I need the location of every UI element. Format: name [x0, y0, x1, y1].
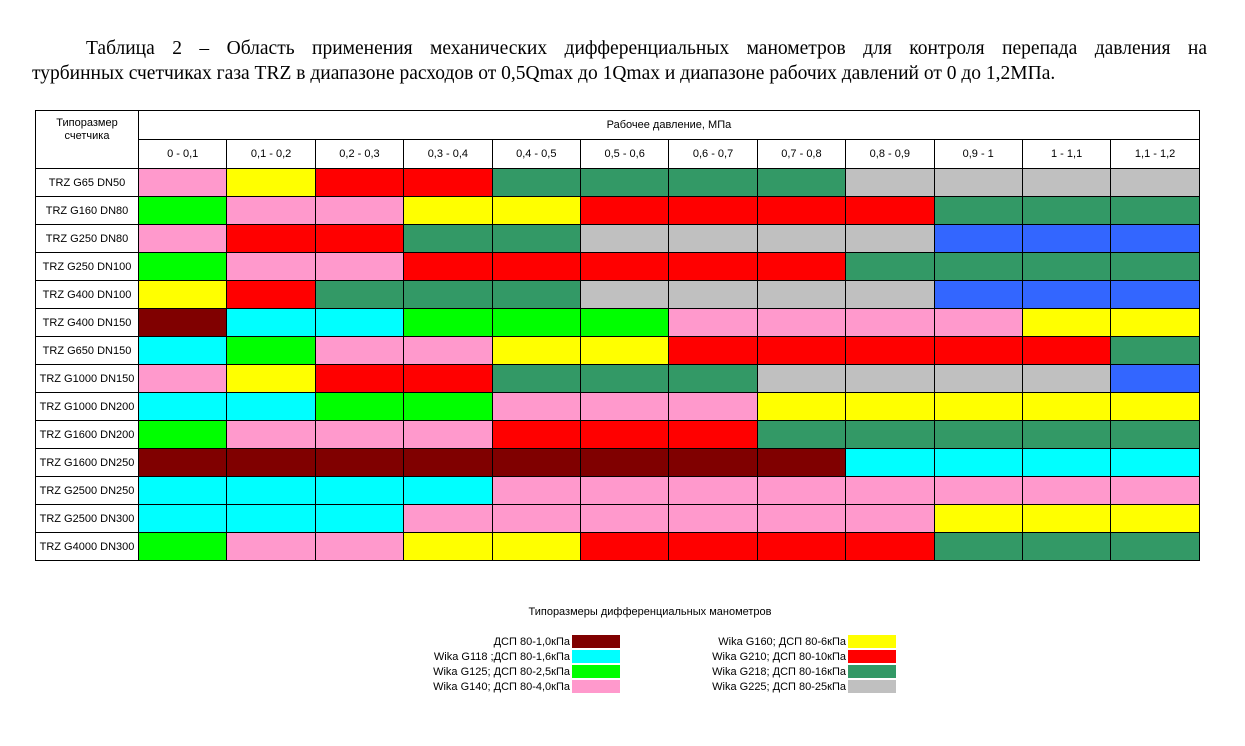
color-cell	[139, 449, 227, 477]
color-cell	[1111, 225, 1200, 253]
color-cell	[227, 449, 315, 477]
color-cell	[1022, 281, 1110, 309]
color-cell	[315, 225, 403, 253]
color-cell	[492, 449, 580, 477]
color-cell	[1111, 449, 1200, 477]
pressure-range-header: 0,4 - 0,5	[492, 140, 580, 169]
color-cell	[757, 281, 845, 309]
color-cell	[580, 365, 668, 393]
pressure-range-header: 1 - 1,1	[1022, 140, 1110, 169]
table-row	[36, 281, 1200, 309]
color-cell	[580, 477, 668, 505]
color-cell	[1022, 393, 1110, 421]
color-cell	[1022, 169, 1110, 197]
color-cell	[227, 281, 315, 309]
table-row	[36, 421, 1200, 449]
color-cell	[404, 253, 492, 281]
color-cell	[1111, 169, 1200, 197]
color-cell	[492, 365, 580, 393]
color-cell	[315, 281, 403, 309]
color-cell	[669, 337, 757, 365]
color-cell	[757, 365, 845, 393]
color-cell	[404, 505, 492, 533]
color-cell	[934, 197, 1022, 225]
meter-size-cell: TRZ G2500 DN250	[36, 477, 139, 505]
color-cell	[934, 169, 1022, 197]
legend-right-column	[600, 634, 896, 694]
color-cell	[934, 421, 1022, 449]
color-cell	[669, 393, 757, 421]
color-cell	[404, 337, 492, 365]
color-cell	[315, 533, 403, 561]
color-cell	[139, 477, 227, 505]
caption-line-2: турбинных счетчиках газа TRZ в диапазоне расходов от 0,5Qmax до 1Qmax и диапазоне рабочих давлений от 0 до 1,2МПа.	[32, 63, 1056, 84]
color-cell	[1022, 309, 1110, 337]
legend-swatch	[848, 665, 896, 678]
color-cell	[227, 477, 315, 505]
color-cell	[846, 169, 934, 197]
color-cell	[580, 421, 668, 449]
working-pressure-header: Рабочее давление, МПа	[139, 111, 1200, 140]
legend-item	[600, 679, 896, 694]
color-cell	[227, 421, 315, 449]
color-cell	[227, 533, 315, 561]
pressure-range-header: 0,1 - 0,2	[227, 140, 315, 169]
color-cell	[669, 309, 757, 337]
color-cell	[492, 309, 580, 337]
color-cell	[846, 477, 934, 505]
color-cell	[1022, 477, 1110, 505]
color-cell	[757, 505, 845, 533]
color-cell	[757, 253, 845, 281]
color-cell	[227, 253, 315, 281]
color-cell	[315, 393, 403, 421]
meter-size-cell: TRZ G400 DN150	[36, 309, 139, 337]
color-cell	[1022, 533, 1110, 561]
color-cell	[492, 505, 580, 533]
meter-size-cell: TRZ G250 DN100	[36, 253, 139, 281]
meter-size-cell: TRZ G2500 DN300	[36, 505, 139, 533]
table-caption	[32, 36, 1207, 86]
table-row	[36, 169, 1200, 197]
color-cell	[492, 253, 580, 281]
meter-size-cell: TRZ G4000 DN300	[36, 533, 139, 561]
color-cell	[1111, 533, 1200, 561]
color-cell	[1111, 505, 1200, 533]
color-cell	[227, 309, 315, 337]
color-cell	[315, 365, 403, 393]
color-cell	[404, 421, 492, 449]
legend-left-column	[300, 634, 620, 694]
color-cell	[139, 281, 227, 309]
pressure-range-header: 1,1 - 1,2	[1111, 140, 1200, 169]
color-cell	[139, 365, 227, 393]
color-cell	[404, 309, 492, 337]
pressure-range-header: 0,5 - 0,6	[580, 140, 668, 169]
table-row	[36, 393, 1200, 421]
color-cell	[1111, 421, 1200, 449]
meter-size-cell: TRZ G65 DN50	[36, 169, 139, 197]
color-cell	[669, 281, 757, 309]
color-cell	[580, 533, 668, 561]
color-cell	[1022, 505, 1110, 533]
color-cell	[404, 225, 492, 253]
color-cell	[139, 533, 227, 561]
color-cell	[227, 169, 315, 197]
color-cell	[1022, 337, 1110, 365]
color-cell	[580, 337, 668, 365]
color-cell	[315, 309, 403, 337]
color-cell	[1022, 449, 1110, 477]
color-cell	[404, 393, 492, 421]
color-cell	[1111, 309, 1200, 337]
table-row	[36, 225, 1200, 253]
color-cell	[139, 505, 227, 533]
pressure-range-header: 0,7 - 0,8	[757, 140, 845, 169]
legend-label: Wika G118 ;ДСП 80-1,6кПа	[433, 650, 570, 663]
pressure-range-header: 0,6 - 0,7	[669, 140, 757, 169]
pressure-ranges-row	[36, 140, 1200, 169]
color-cell	[227, 393, 315, 421]
color-cell	[846, 421, 934, 449]
color-cell	[757, 197, 845, 225]
color-cell	[846, 337, 934, 365]
legend-item	[300, 649, 620, 664]
table-row	[36, 477, 1200, 505]
legend-label: Wika G160; ДСП 80-6кПа	[718, 635, 846, 648]
color-cell	[846, 533, 934, 561]
color-cell	[1111, 393, 1200, 421]
color-cell	[492, 533, 580, 561]
pressure-range-header: 0,8 - 0,9	[846, 140, 934, 169]
color-cell	[1111, 281, 1200, 309]
color-cell	[404, 365, 492, 393]
color-cell	[669, 225, 757, 253]
color-cell	[492, 337, 580, 365]
meter-size-cell: TRZ G250 DN80	[36, 225, 139, 253]
color-cell	[1022, 225, 1110, 253]
table-row	[36, 337, 1200, 365]
legend-item	[300, 679, 620, 694]
color-cell	[934, 281, 1022, 309]
color-cell	[669, 253, 757, 281]
color-cell	[757, 421, 845, 449]
color-cell	[1022, 421, 1110, 449]
color-cell	[934, 365, 1022, 393]
color-cell	[757, 449, 845, 477]
legend-swatch	[848, 680, 896, 693]
table-row	[36, 505, 1200, 533]
color-cell	[315, 169, 403, 197]
color-cell	[404, 533, 492, 561]
color-cell	[757, 533, 845, 561]
color-cell	[669, 449, 757, 477]
legend-label: Wika G225; ДСП 80-25кПа	[712, 680, 846, 693]
legend-label: Wika G140; ДСП 80-4,0кПа	[433, 680, 570, 693]
color-cell	[492, 225, 580, 253]
color-cell	[934, 337, 1022, 365]
caption-line-1: Таблица 2 – Область применения механических дифференциальных манометров для контроля перепада давления на	[86, 38, 1207, 59]
pressure-range-header: 0 - 0,1	[139, 140, 227, 169]
color-cell	[139, 309, 227, 337]
color-cell	[492, 169, 580, 197]
color-cell	[1111, 337, 1200, 365]
color-cell	[1111, 365, 1200, 393]
color-cell	[846, 393, 934, 421]
color-cell	[934, 393, 1022, 421]
meter-size-header: Типоразмер счетчика	[36, 111, 139, 169]
color-cell	[580, 253, 668, 281]
color-cell	[315, 449, 403, 477]
color-cell	[580, 393, 668, 421]
color-cell	[757, 309, 845, 337]
table-row	[36, 449, 1200, 477]
color-cell	[315, 505, 403, 533]
pressure-range-header: 0,2 - 0,3	[315, 140, 403, 169]
color-cell	[669, 197, 757, 225]
color-cell	[580, 505, 668, 533]
meter-size-cell: TRZ G1000 DN150	[36, 365, 139, 393]
color-cell	[227, 337, 315, 365]
color-cell	[934, 449, 1022, 477]
color-cell	[404, 281, 492, 309]
color-cell	[1022, 197, 1110, 225]
color-cell	[580, 197, 668, 225]
table-row	[36, 309, 1200, 337]
color-cell	[846, 281, 934, 309]
color-cell	[934, 253, 1022, 281]
color-cell	[846, 253, 934, 281]
color-cell	[492, 281, 580, 309]
color-cell	[227, 365, 315, 393]
meter-size-cell: TRZ G160 DN80	[36, 197, 139, 225]
color-cell	[669, 421, 757, 449]
legend-item	[300, 634, 620, 649]
color-cell	[227, 197, 315, 225]
color-cell	[757, 477, 845, 505]
table-row	[36, 533, 1200, 561]
legend-label: Wika G218; ДСП 80-16кПа	[712, 665, 846, 678]
pressure-range-header: 0,9 - 1	[934, 140, 1022, 169]
color-cell	[846, 225, 934, 253]
color-cell	[846, 365, 934, 393]
color-cell	[580, 309, 668, 337]
color-cell	[1111, 477, 1200, 505]
legend-item	[600, 634, 896, 649]
table-row	[36, 197, 1200, 225]
color-cell	[492, 421, 580, 449]
color-cell	[227, 505, 315, 533]
color-cell	[580, 449, 668, 477]
color-cell	[757, 393, 845, 421]
color-cell	[139, 337, 227, 365]
color-cell	[669, 505, 757, 533]
legend-swatch	[848, 650, 896, 663]
color-cell	[846, 505, 934, 533]
color-cell	[492, 197, 580, 225]
color-cell	[846, 309, 934, 337]
legend-title: Типоразмеры дифференциальных манометров	[528, 606, 772, 618]
color-cell	[846, 449, 934, 477]
color-cell	[669, 169, 757, 197]
color-cell	[404, 449, 492, 477]
color-cell	[934, 225, 1022, 253]
pressure-range-header: 0,3 - 0,4	[404, 140, 492, 169]
color-cell	[139, 225, 227, 253]
color-cell	[139, 421, 227, 449]
color-cell	[669, 365, 757, 393]
color-cell	[1022, 253, 1110, 281]
table-row	[36, 365, 1200, 393]
color-cell	[315, 421, 403, 449]
color-cell	[315, 253, 403, 281]
legend-label: Wika G125; ДСП 80-2,5кПа	[433, 665, 570, 678]
color-cell	[846, 197, 934, 225]
color-cell	[404, 169, 492, 197]
meter-size-cell: TRZ G400 DN100	[36, 281, 139, 309]
color-cell	[934, 533, 1022, 561]
color-cell	[757, 337, 845, 365]
color-cell	[404, 477, 492, 505]
color-cell	[580, 169, 668, 197]
color-cell	[669, 533, 757, 561]
color-cell	[139, 253, 227, 281]
color-cell	[934, 309, 1022, 337]
color-cell	[139, 393, 227, 421]
color-cell	[315, 197, 403, 225]
color-cell	[315, 477, 403, 505]
color-cell	[139, 197, 227, 225]
meter-size-cell: TRZ G1600 DN200	[36, 421, 139, 449]
color-cell	[492, 393, 580, 421]
color-cell	[315, 337, 403, 365]
pressure-range-table	[35, 110, 1200, 561]
legend-item	[300, 664, 620, 679]
color-cell	[580, 225, 668, 253]
color-cell	[404, 197, 492, 225]
table-row	[36, 253, 1200, 281]
color-cell	[934, 505, 1022, 533]
meter-size-cell: TRZ G650 DN150	[36, 337, 139, 365]
meter-size-cell: TRZ G1000 DN200	[36, 393, 139, 421]
color-cell	[1022, 365, 1110, 393]
legend-swatch	[848, 635, 896, 648]
color-cell	[139, 169, 227, 197]
color-cell	[492, 477, 580, 505]
meter-size-cell: TRZ G1600 DN250	[36, 449, 139, 477]
table-body	[36, 169, 1200, 561]
color-cell	[757, 169, 845, 197]
color-cell	[934, 477, 1022, 505]
legend-item	[600, 649, 896, 664]
legend-item	[600, 664, 896, 679]
legend-label: Wika G210; ДСП 80-10кПа	[712, 650, 846, 663]
color-cell	[227, 225, 315, 253]
color-cell	[669, 477, 757, 505]
color-cell	[1111, 253, 1200, 281]
color-cell	[757, 225, 845, 253]
legend-label: ДСП 80-1,0кПа	[493, 635, 570, 648]
color-cell	[1111, 197, 1200, 225]
color-cell	[580, 281, 668, 309]
